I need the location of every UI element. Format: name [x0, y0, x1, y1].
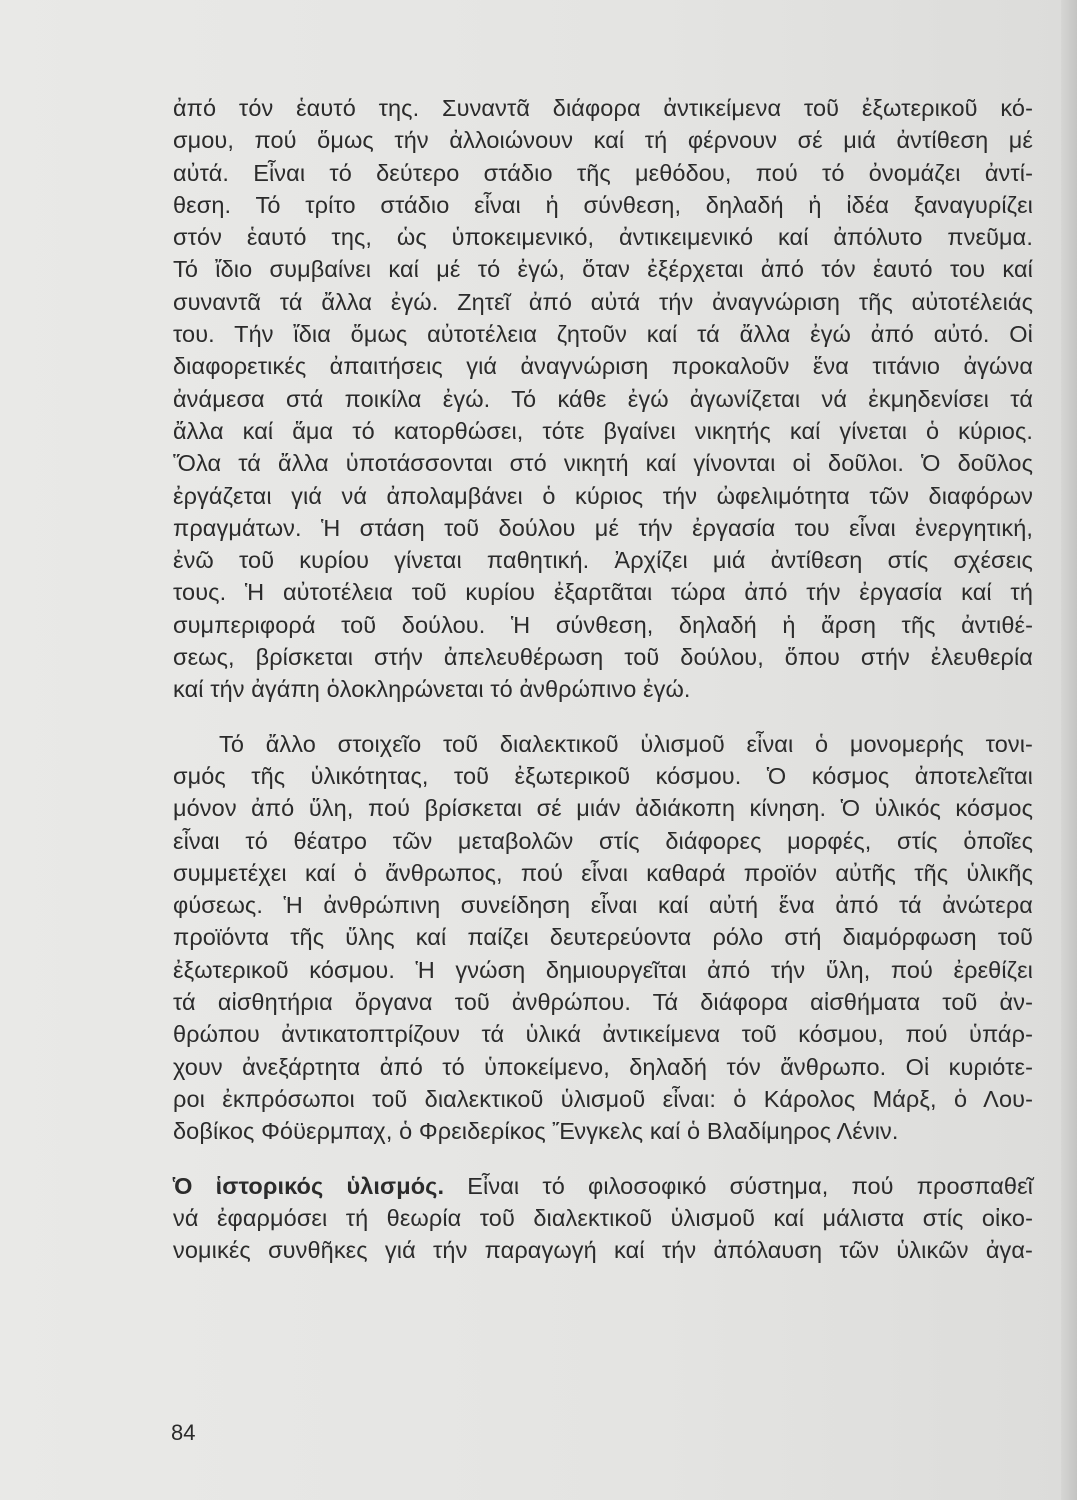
text-line: ἐργάζεται γιά νά ἀπολαμβάνει ὁ κύριος τήν ὠφελιμότητα τῶν διαφόρων — [173, 482, 1033, 509]
text-line: τά αἰσθητήρια ὄργανα τοῦ ἀνθρώπου. Τά διάφορα αἰσθήματα τοῦ ἀν- — [173, 989, 1033, 1016]
text-line: σμός τῆς ὑλικότητας, τοῦ ἐξωτερικοῦ κόσμου. Ὁ κόσμος ἀποτελεῖται — [173, 762, 1033, 789]
text-line: ἐνῶ τοῦ κυρίου γίνεται παθητική. Ἀρχίζει μιά ἀντίθεση στίς σχέσεις — [173, 547, 1033, 574]
text-line: ροι ἐκπρόσωποι τοῦ διαλεκτικοῦ ὑλισμοῦ εἶναι: ὁ Κάρολος Μάρξ, ὁ Λου- — [173, 1085, 1033, 1112]
text-line: χουν ἀνεξάρτητα ἀπό τό ὑποκείμενο, δηλαδή τόν ἄνθρωπο. Οἱ κυριότε- — [173, 1053, 1033, 1080]
text-line: συναντᾶ τά ἄλλα ἐγώ. Ζητεῖ ἀπό αὐτά τήν ἀναγνώριση τῆς αὐτοτέλειάς — [173, 288, 1033, 315]
text-line: του. Τήν ἴδια ὅμως αὐτοτέλεια ζητοῦν καί τά ἄλλα ἐγώ ἀπό αὐτό. Οἱ — [173, 321, 1033, 348]
text-line: Τό ἴδιο συμβαίνει καί μέ τό ἐγώ, ὅταν ἐξέρχεται ἀπό τόν ἑαυτό του καί — [173, 256, 1033, 283]
paragraph-dialectic — [173, 92, 1033, 706]
text-line: εἶναι τό θέατρο τῶν μεταβολῶν στίς διάφορες μορφές, στίς ὁποῖες — [173, 827, 1033, 854]
text-line: νά ἐφαρμόσει τή θεωρία τοῦ διαλεκτικοῦ ὑλισμοῦ καί μάλιστα στίς οἰκο- — [173, 1204, 1033, 1231]
text-line: σεως, βρίσκεται στήν ἀπελευθέρωση τοῦ δούλου, ὅπου στήν ἐλευθερία — [173, 644, 1033, 671]
text-line: στόν ἑαυτό της, ὡς ὑποκειμενικό, ἀντικειμενικό καί ἀπόλυτο πνεῦμα. — [173, 224, 1033, 251]
text-line: σμου, πού ὅμως τήν ἀλλοιώνουν καί τή φέρνουν σέ μιά ἀντίθεση μέ — [173, 127, 1033, 154]
page-edge-shadow — [1061, 0, 1077, 1500]
text-line: ἐξωτερικοῦ κόσμου. Ἡ γνώση δημιουργεῖται ἀπό τήν ὕλη, πού ἐρεθίζει — [173, 956, 1033, 983]
text-line: θρώπου ἀντικατοπτρίζουν τά ὑλικά ἀντικείμενα τοῦ κόσμου, πού ὑπάρ- — [173, 1021, 1033, 1048]
paragraph-materialism — [173, 728, 1033, 1148]
text-line: ἀπό τόν ἑαυτό της. Συναντᾶ διάφορα ἀντικείμενα τοῦ ἐξωτερικοῦ κό- — [173, 95, 1033, 121]
text-line: συμπεριφορά τοῦ δούλου. Ἡ σύνθεση, δηλαδή ἡ ἄρση τῆς ἀντιθέ- — [173, 611, 1033, 638]
text-run: Εἶναι τό φιλοσοφικό σύστημα, πού προσπαθεῖ — [444, 1172, 1033, 1199]
text-line: φύσεως. Ἡ ἀνθρώπινη συνείδηση εἶναι καί αὐτή ἕνα ἀπό τά ἀνώτερα — [173, 892, 1033, 919]
text-line: καί τήν ἀγάπη ὁλοκληρώνεται τό ἀνθρώπινο ἐγώ. — [173, 676, 691, 703]
text-line: διαφορετικές ἀπαιτήσεις γιά ἀναγνώριση προκαλοῦν ἕνα τιτάνιο ἀγώνα — [173, 353, 1033, 380]
text-column — [173, 92, 1033, 1266]
text-line: Τό ἄλλο στοιχεῖο τοῦ διαλεκτικοῦ ὑλισμοῦ εἶναι ὁ μονομερής τονι- — [219, 730, 1033, 757]
text-line: τους. Ἡ αὐτοτέλεια τοῦ κυρίου ἐξαρτᾶται τώρα ἀπό τήν ἐργασία καί τή — [173, 579, 1033, 606]
text-line: ἄλλα καί ἅμα τό κατορθώσει, τότε βγαίνει νικητής καί γίνεται ὁ κύριος. — [173, 417, 1033, 444]
text-line: μόνον ἀπό ὕλη, πού βρίσκεται σέ μιάν ἀδιάκοπη κίνηση. Ὁ ὑλικός κόσμος — [173, 795, 1033, 822]
text-line: προϊόντα τῆς ὕλης καί παίζει δευτερεύοντα ρόλο στή διαμόρφωση τοῦ — [173, 924, 1033, 951]
text-line: θεση. Τό τρίτο στάδιο εἶναι ἡ σύνθεση, δηλαδή ἡ ἰδέα ξαναγυρίζει — [173, 191, 1033, 218]
text-line: νομικές συνθῆκες γιά τήν παραγωγή καί τήν ἀπόλαυση τῶν ὑλικῶν ἀγα- — [173, 1237, 1033, 1264]
text-line: Ὅλα τά ἄλλα ὑποτάσσονται στό νικητή καί γίνονται οἱ δοῦλοι. Ὁ δοῦλος — [173, 450, 1033, 477]
paragraph-historical-materialism — [173, 1170, 1033, 1267]
text-line: συμμετέχει καί ὁ ἄνθρωπος, πού εἶναι καθαρά προϊόν αὐτῆς τῆς ὑλικῆς — [173, 859, 1033, 886]
text-line: δοβίκος Φόϋερμπαχ, ὁ Φρειδερίκος Ἔνγκελς καί ὁ Βλαδίμηρος Λένιν. — [173, 1118, 899, 1145]
section-heading: Ὁ ἱστορικός ὑλισμός. — [173, 1172, 445, 1199]
text-line: αὐτά. Εἶναι τό δεύτερο στάδιο τῆς μεθόδου, πού τό ὀνομάζει ἀντί- — [173, 159, 1033, 186]
text-line: πραγμάτων. Ἡ στάση τοῦ δούλου μέ τήν ἐργασία του εἶναι ἐνεργητική, — [173, 514, 1033, 541]
text-line: ἀνάμεσα στά ποικίλα ἐγώ. Τό κάθε ἐγώ ἀγωνίζεται νά ἐκμηδενίσει τά — [173, 385, 1033, 412]
text-line — [173, 1170, 1033, 1202]
page-number: 84 — [171, 1420, 196, 1445]
